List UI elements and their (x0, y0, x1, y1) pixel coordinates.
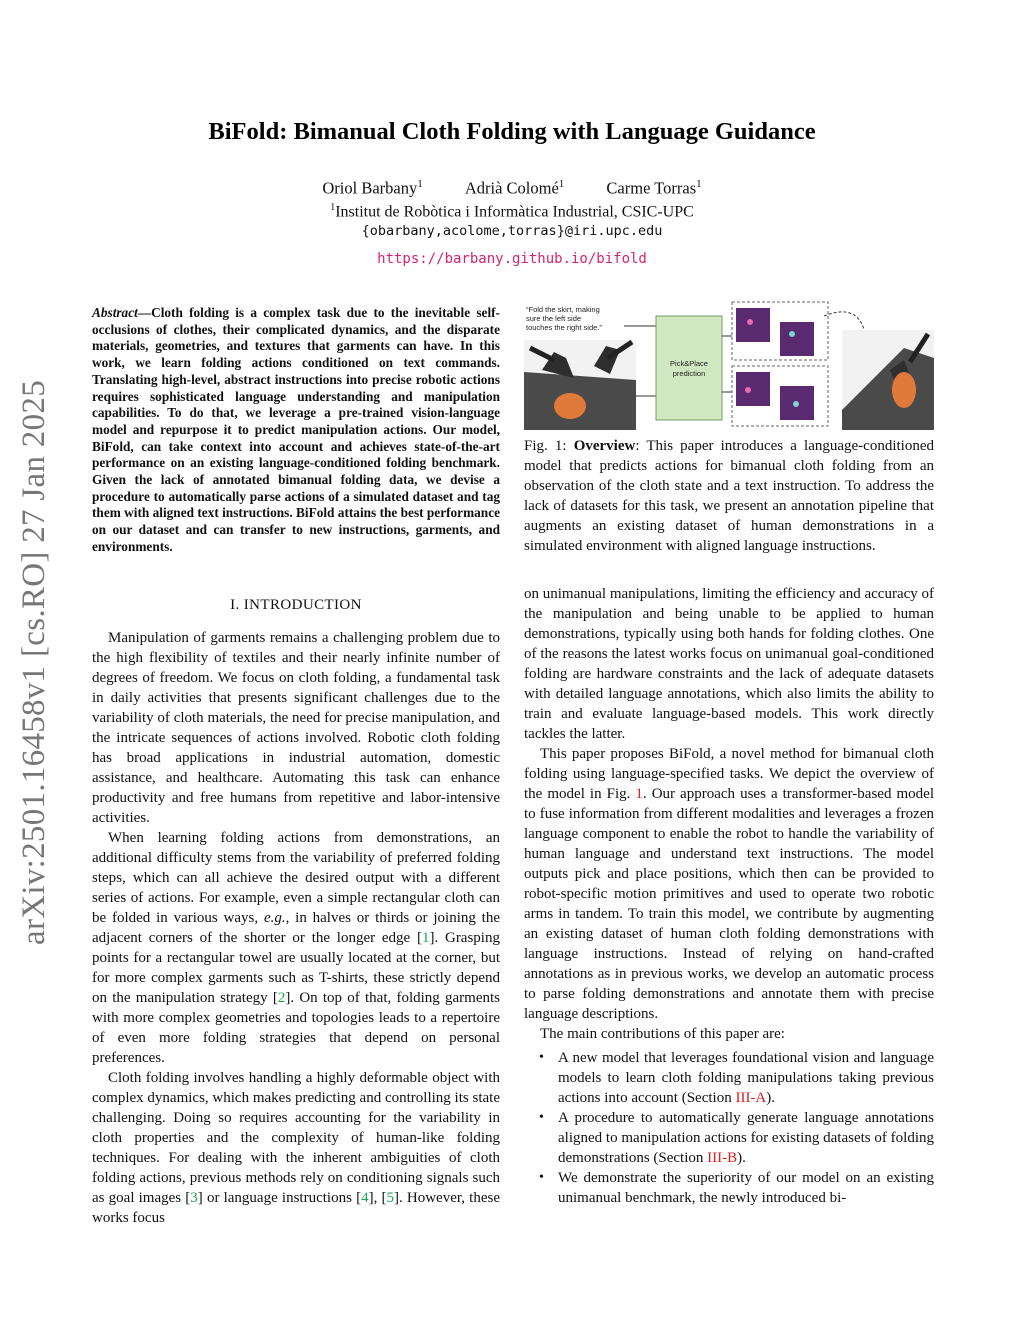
pick-heatmap (736, 308, 770, 342)
author-list (0, 178, 1024, 199)
model-label-line: prediction (672, 369, 706, 378)
citation-link[interactable]: 5 (386, 1190, 394, 1206)
pick-heatmap (736, 372, 770, 406)
left-column (92, 628, 500, 1228)
author: Oriol Barbany$^1$ (322, 178, 423, 198)
author-emails: {obarbany,acolome,torras}@iri.upc.edu (361, 223, 663, 239)
citation-link[interactable]: 4 (361, 1190, 369, 1206)
instruction-line: touches the right side.” (526, 323, 602, 332)
folded-cloth (892, 372, 916, 408)
citation-link[interactable]: 1 (421, 930, 430, 946)
paragraph: Cloth folding involves handling a highly deformable object with complex dynamics, which makes predicting and controlling its state challenging. Doing so requires accounting for the variability in cloth properties and the complexity of human-like folding techniques. For dealing with the inherent ambiguities of cloth folding actions, previous methods rely on conditioning signals such as goal images [3] or language instructions [4], [5]. However, these works focus (92, 1070, 500, 1226)
project-url-link[interactable]: https://barbany.github.io/bifold (377, 251, 647, 267)
right-column (524, 584, 934, 1208)
section-heading-introduction: I. INTRODUCTION (230, 597, 362, 613)
abstract-label: Abstract (92, 305, 138, 320)
list-item: • A new model that leverages foundational vision and language models to learn cloth folding manipulations taking previous actions into account (Section III-A). (539, 1050, 934, 1106)
pick-hotspot (745, 387, 751, 393)
figure-reference-link[interactable]: 1 (635, 786, 643, 802)
overview-diagram (524, 300, 934, 430)
instruction-line: sure the left side (526, 314, 582, 323)
author: Adrià Colomé$^1$ (464, 178, 565, 198)
figure-caption: Fig. 1: Overview: This paper introduces a language-conditioned model that predicts actions for bimanual cloth folding from an observation of the cloth state and a text instruction. To address the lack of datasets for this task, we present an annotation pipeline that augments an existing dataset of human demonstrations in a simulated environment with aligned language instructions. (524, 438, 934, 554)
paragraph: The main contributions of this paper are: (540, 1026, 785, 1042)
overview-figure (524, 300, 934, 430)
place-heatmap (780, 322, 814, 356)
abstract: Abstract—Cloth folding is a complex task due to the inevitable self-occlusions of clothes, their complicated dynamics, and the disparate materials, geometries, and textures that garments can have. In this work, we learn folding actions conditioned on text commands. Translating high-level, abstract instructions into precise robotic actions requires sophisticated language understanding and manipulation capabilities. To do that, we leverage a pre-trained vision-language model and repurpose it to predict manipulation actions. Our model, BiFold, can take context into account and achieves state-of-the-art performance on an existing language-conditioned folding benchmark. Given the lack of annotated bimanual folding data, we devise a procedure to automatically parse actions of a simulated dataset and tag them with aligned text instructions. BiFold attains the best performance on our dataset and can transfer to new instructions, garments, and environments. (92, 305, 500, 554)
instruction-line: “Fold the skirt, making (526, 305, 600, 314)
citation-link[interactable]: 3 (190, 1190, 198, 1206)
paragraph: When learning folding actions from demonstrations, an additional difficulty stems from the variability of preferred folding steps, which can all achieve the desired output with a different series of actions. For example, even a simple rectangular cloth can be folded in various ways, e.g., in halves or thirds or joining the adjacent corners of the shorter or the longer edge [1]. Grasping points for a rectangular towel are usually located at the corner, but for more complex garments such as T-shirts, these strictly depend on the manipulation strategy [2]. On top of that, folding garments with more complex geometries and topologies leads to a repertoire of even more folding strategies that depend on personal preferences. (92, 830, 500, 1066)
paper-title: BiFold: Bimanual Cloth Folding with Language Guidance (208, 118, 816, 145)
arxiv-side-identifier: arXiv:2501.16458v1 [cs.RO] 27 Jan 2025 (16, 379, 52, 945)
pick-place-model-box (656, 316, 722, 420)
list-item: • We demonstrate the superiority of our model on an existing unimanual benchmark, the newly introduced bi- (539, 1170, 934, 1206)
affiliation: $^1$Institut de Robòtica i Informàtica Industrial, CSIC-UPC (330, 202, 694, 221)
author: Carme Torras$^1$ (606, 178, 702, 198)
place-hotspot (793, 401, 799, 407)
section-reference-link[interactable]: III-B (707, 1150, 738, 1166)
section-reference-link[interactable]: III-A (735, 1090, 767, 1106)
pick-hotspot (747, 319, 753, 325)
contributions-list (524, 1048, 934, 1208)
list-item: • A procedure to automatically generate language annotations aligned to manipulation actions for existing datasets of folding demonstrations (Section III-B). (539, 1110, 934, 1166)
cloth-pile (554, 393, 586, 419)
citation-link[interactable]: 2 (277, 990, 286, 1006)
model-label-line: Pick&Place (670, 359, 708, 368)
paragraph: on unimanual manipulations, limiting the efficiency and accuracy of the manipulation and being unable to be applied to human demonstrations, typically using both hands for folding clothes. One of the reasons the latest works focus on unimanual goal-conditioned folding are hardware constraints and the lack of adequate datasets with detailed language annotations, which also limits the ability to train and evaluate language-based models. This work directly tackles the latter. (524, 586, 935, 742)
paragraph: This paper proposes BiFold, a novel method for bimanual cloth folding using language-specified tasks. We depict the overview of the model in Fig. 1. Our approach uses a transformer-based model to fuse information from different modalities and leverages a frozen language component to enable the robot to handle the variability of human language and understand text instructions. The model outputs pick and place positions, which then can be provided to robot-specific motion primitives and used to operate two robotic arms in tandem. To train this model, we contribute by augmenting an existing dataset of human cloth folding demonstrations with language instructions. Instead of relying on hand-crafted annotations as in previous works, we develop an automatic process to parse folding demonstrations and annotate them with precise language descriptions. (524, 746, 934, 1022)
place-hotspot (789, 331, 795, 337)
paragraph: Manipulation of garments remains a challenging problem due to the high flexibility of textiles and their nearly infinite number of degrees of freedom. We focus on cloth folding, a fundamental task in daily activities that presents significant challenges due to the variability of cloth materials, the need for precise manipulation, and the intricate sequences of actions involved. Robotic cloth folding has broad applications in industrial automation, domestic assistance, and healthcare. Automating this task can enhance productivity and free humans from repetitive and labor-intensive activities. (92, 630, 500, 826)
abstract-text: Cloth folding is a complex task due to the inevitable self-occlusions of clothes, their complicated dynamics, and the disparate materials, geometries, and textures that garments can have. In this work, we learn folding actions conditioned on text commands. Translating high-level, abstract instructions into precise robotic actions requires sophisticated language understanding and manipulation capabilities. To do that, we leverage a pre-trained vision-language model and repurpose it to predict manipulation actions. Our model, BiFold, can take context into account and achieves state-of-the-art performance on an existing language-conditioned folding benchmark. Given the lack of annotated bimanual folding data, we devise a procedure to automatically parse actions of a simulated dataset and tag them with aligned text instructions. BiFold attains the best performance on our dataset and can transfer to new instructions, garments, and environments. (92, 305, 500, 554)
